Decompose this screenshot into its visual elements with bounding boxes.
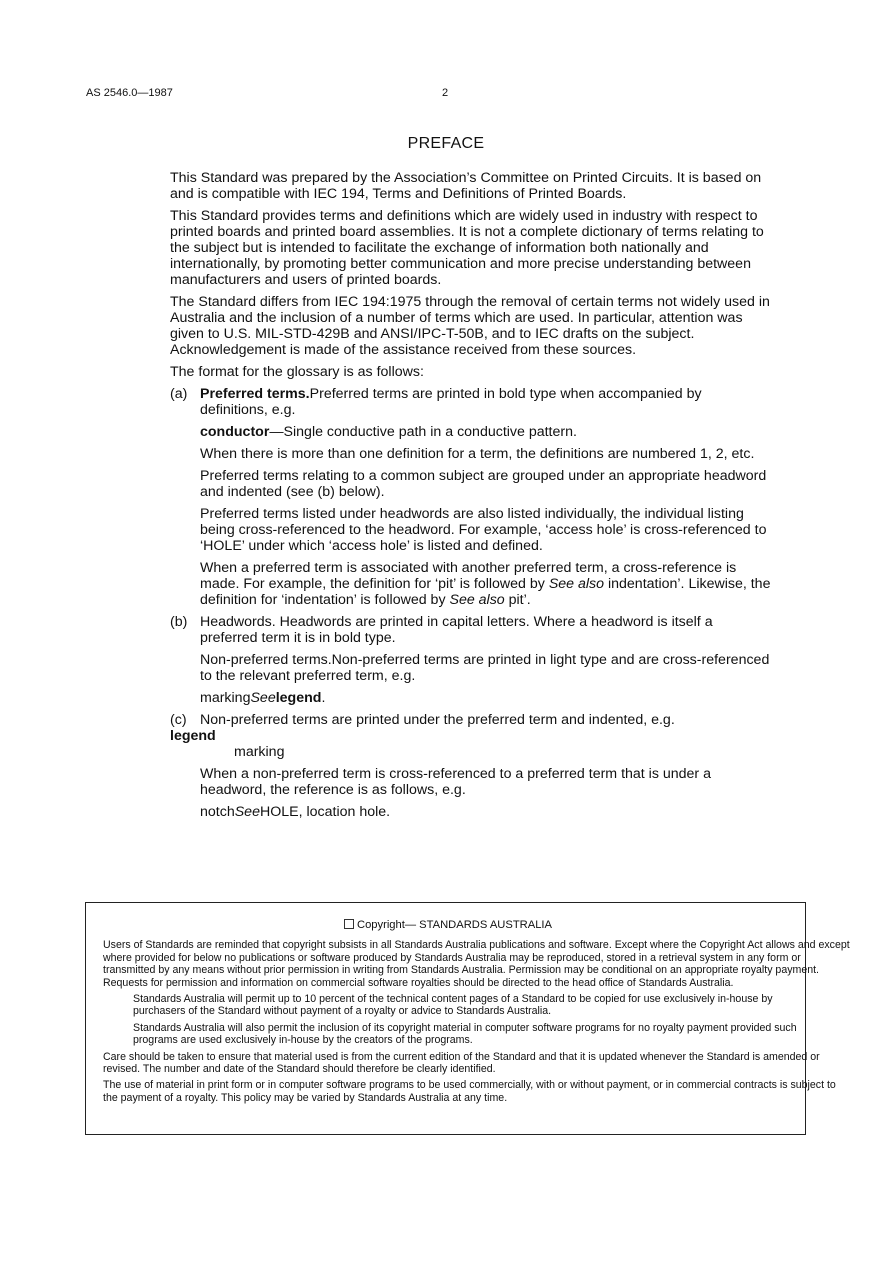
copyright-content [103, 919, 853, 1108]
item-a-p5-text: When a preferred term is associated with another preferred term, a cross-reference is made. For example, the definition for ‘pit’ is followed by [200, 560, 737, 592]
example-term: marking [200, 690, 251, 706]
item-c-p1: Non-preferred terms are printed under the preferred term and indented, e.g. [200, 712, 675, 728]
page-number: 2 [442, 87, 449, 99]
item-c-example [200, 804, 773, 820]
copyright-paragraph: Standards Australia will permit up to 10 percent of the technical content pages of a Standard to be copied for use exclusively in-house by purchasers of the Standard without payment of a royalty or advice to Standards Australia. [133, 993, 773, 1018]
item-b-lead-rest: Non-preferred terms are printed in light type and are cross-referenced to the relevant preferred term, e.g. [200, 652, 770, 684]
list-item-c [170, 712, 773, 820]
example-term: conductor [200, 424, 270, 440]
item-a-example [200, 424, 773, 440]
item-a-lead-rest: Preferred terms are printed in bold type when accompanied by definitions, e.g. [200, 386, 702, 418]
copyright-org: — STANDARDS AUSTRALIA [404, 919, 552, 931]
see-ref: See [250, 690, 276, 706]
copyright-box [85, 902, 850, 1135]
item-b-p2 [200, 652, 773, 684]
checkbox-icon [344, 919, 354, 929]
item-b-p1: Headwords. Headwords are printed in capital letters. Where a headword is itself a preferred term it is in bold type. [200, 614, 713, 646]
page-title: PREFACE [407, 135, 485, 152]
example-subterm: marking [234, 744, 285, 760]
see-ref: See [234, 804, 260, 820]
paragraph: The format for the glossary is as follows: [170, 364, 424, 380]
copyright-paragraph: Care should be taken to ensure that material used is from the current edition of the Standard and that it is updated whenever the Standard is amended or revised. The number and date of the Standard should therefore be clearly identified. [103, 1050, 820, 1076]
copyright-title [103, 919, 793, 931]
see-also-ref: See also [449, 592, 505, 608]
paragraph: This Standard provides terms and definitions which are widely used in industry with respect to printed boards and printed board assemblies. It is not a complete dictionary of terms relating to the subject but is intended to facilitate the exchange of information both nationally and internationally, by promoting better communication and more precise understanding between manufacturers and users of printed boards. [170, 208, 764, 288]
paragraph: The Standard differs from IEC 194:1975 through the removal of certain terms not widely used in Australia and the inclusion of a number of terms which are used. In particular, attention was given to U.S. MIL-STD-429B and ANSI/IPC-T-50B, and to IEC drafts on the subject. Acknowledgement is made of the assistance received from these sources. [170, 294, 770, 358]
item-b-example [200, 690, 773, 706]
example-definition: —Single conductive path in a conductive pattern. [269, 424, 577, 440]
list-label: (c) [170, 712, 187, 728]
item-a-p2: When there is more than one definition for a term, the definitions are numbered 1, 2, etc. [200, 446, 755, 462]
item-a-intro [200, 386, 773, 418]
item-a-p5 [200, 560, 773, 608]
list-item-b [170, 614, 773, 706]
copyright-label: Copyright [356, 919, 405, 931]
copyright-paragraph: Users of Standards are reminded that copyright subsists in all Standards Australia publications and software. Except where the Copyright Act allows and except where provided for below no publications or software produced by Standards Australia may be reproduced, stored in a retrieval system in any form or transmitted by any means without prior permission in writing from Standards Australia. Permission may be conditional on an appropriate royalty payment. Requests for permission and information on commercial software royalties should be directed to the head office of Standards Australia. [103, 939, 850, 989]
example-ref: legend [275, 690, 322, 706]
item-a-p3: Preferred terms relating to a common subject are grouped under an appropriate headword and indented (see (b) below). [200, 468, 767, 500]
item-a-p5-text: indentation’. Likewise, the definition for ‘indentation’ is followed by [200, 576, 771, 608]
list-label: (b) [170, 614, 188, 630]
see-also-ref: See also [548, 576, 605, 592]
example-ref: HOLE, location hole. [259, 804, 391, 820]
copyright-paragraph: The use of material in print form or in computer software programs to be used commercially, with or without payment, or in commercial contracts is subject to the payment of a royalty. This policy may be varied by Standards Australia at any time. [103, 1079, 836, 1104]
list-label: (a) [170, 386, 188, 402]
list-item-a [170, 386, 773, 608]
item-a-lead: Preferred terms. [200, 386, 310, 402]
example-end: . [321, 690, 326, 706]
header-standard-number: AS 2546.0—1987 [86, 87, 173, 99]
preface-body [170, 170, 773, 826]
copyright-paragraph: Standards Australia will also permit the inclusion of its copyright material in computer software programs for no royalty payment provided such programs are used exclusively in-house by the creators of the programs. [133, 1021, 797, 1047]
paragraph: This Standard was prepared by the Association’s Committee on Printed Circuits. It is based on and is compatible with IEC 194, Terms and Definitions of Printed Boards. [170, 170, 762, 202]
item-a-p4: Preferred terms listed under headwords are also listed individually, the individual listing being cross-referenced to the headword. For example, ‘access hole’ is cross-referenced to ‘HOLE’ under which ‘access hole’ is listed and defined. [200, 506, 767, 554]
example-term: legend [170, 728, 216, 744]
example-term: notch [200, 804, 235, 820]
item-c-p2: When a non-preferred term is cross-referenced to a preferred term that is under a headword, the reference is as follows, e.g. [200, 766, 711, 798]
item-a-p5-text: pit’. [504, 592, 531, 608]
item-b-lead: Non-preferred terms. [200, 652, 332, 668]
